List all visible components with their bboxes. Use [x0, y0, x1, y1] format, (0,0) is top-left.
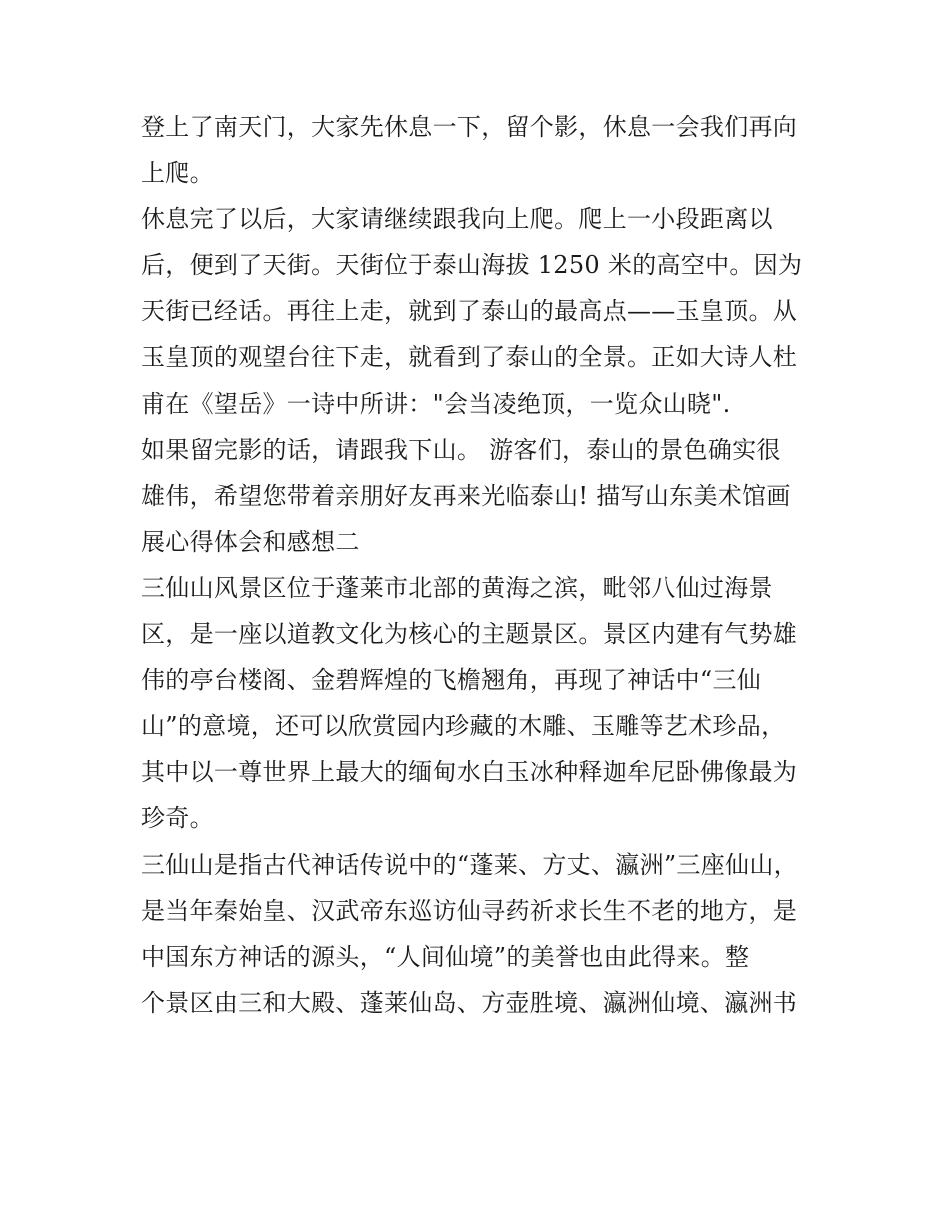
text-line: 上爬。: [141, 159, 214, 188]
text-line: 雄伟，希望您带着亲朋好友再来光临泰山! 描写山东美术馆画: [141, 481, 791, 510]
text-line: 个景区由三和大殿、蓬莱仙岛、方壶胜境、瀛洲仙境、瀛洲书: [141, 988, 798, 1017]
text-line: 登上了南天门，大家先休息一下，留个影，休息一会我们再向: [141, 113, 798, 141]
text-line: 甫在《望岳》一诗中所讲："会当凌绝顶，一览众山晓".: [141, 389, 731, 418]
text-line: 山”的意境，还可以欣赏园内珍藏的木雕、玉雕等艺术珍品，: [141, 712, 786, 741]
text-line: 如果留完影的话，请跟我下山。 游客们，泰山的景色确实很: [141, 435, 781, 464]
text-line: 天街已经话。再往上走，就到了泰山的最高点——玉皇顶。从: [141, 297, 798, 326]
text-line: 中国东方神话的源头，“人间仙境”的美誉也由此得来。整: [141, 942, 750, 971]
text-line: 展心得体会和感想二: [141, 527, 360, 556]
text-line: 休息完了以后，大家请继续跟我向上爬。爬上一小段距离以: [141, 205, 773, 234]
text-line: 伟的亭台楼阁、金碧辉煌的飞檐翘角，再现了神话中“三仙: [141, 666, 762, 695]
text-line: 珍奇。: [141, 804, 214, 833]
text-line: 区，是一座以道教文化为核心的主题景区。景区内建有气势雄: [141, 620, 798, 649]
text-line: 是当年秦始皇、汉武帝东巡访仙寻药祈求长生不老的地方，是: [141, 896, 798, 925]
document-body: [141, 104, 821, 1026]
text-line: 后，便到了天街。天街位于泰山海拔 1250 米的高空中。因为: [141, 251, 803, 280]
text-line: 玉皇顶的观望台往下走，就看到了泰山的全景。正如大诗人杜: [141, 343, 798, 372]
text-line: 三仙山是指古代神话传说中的“蓬莱、方丈、瀛洲”三座仙山，: [141, 850, 798, 879]
text-line: 三仙山风景区位于蓬莱市北部的黄海之滨，毗邻八仙过海景: [141, 573, 773, 602]
text-line: 其中以一尊世界上最大的缅甸水白玉冰种释迦牟尼卧佛像最为: [141, 758, 798, 787]
